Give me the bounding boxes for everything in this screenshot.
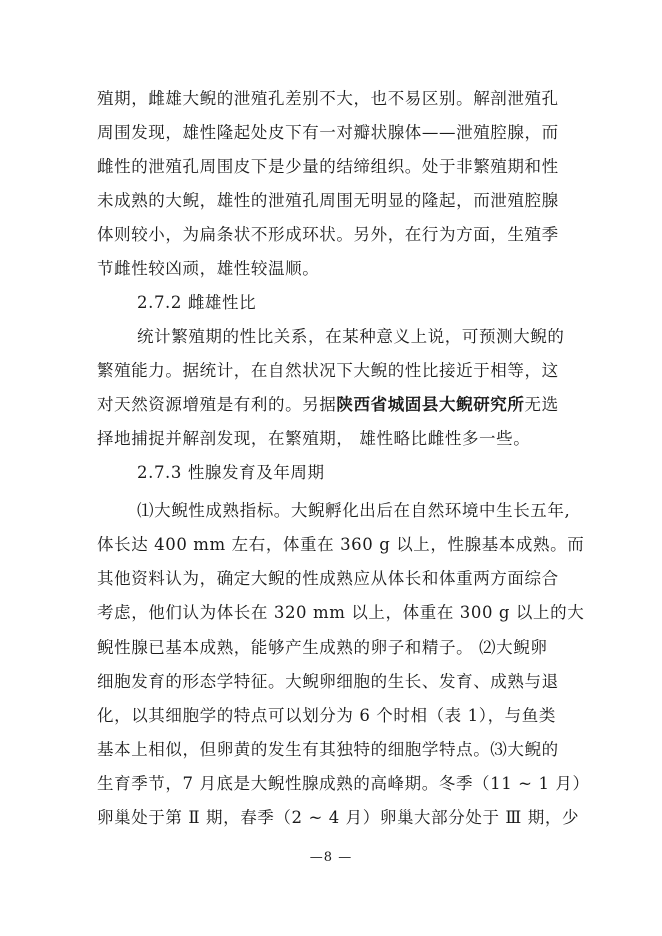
body-line: 体长达 400 mm 左右，体重在 360 g 以上，性腺基本成熟。而 bbox=[97, 535, 585, 554]
body-line: 未成熟的大鲵，雄性的泄殖孔周围无明显的隆起，而泄殖腔腺 bbox=[97, 191, 559, 210]
body-line: 生育季节，7 月底是大鲵性腺成熟的高峰期。冬季（11 ~ 1 月） bbox=[97, 774, 590, 793]
body-line: 择地捕捉并解剖发现，在繁殖期， 雄性略比雌性多一些。 bbox=[97, 429, 531, 448]
body-line: 节雌性较凶顽，雄性较温顺。 bbox=[97, 259, 320, 278]
body-text: 无选 bbox=[524, 395, 559, 414]
body-line: 鲵性腺已基本成熟，能够产生成熟的卵子和精子。 ⑵大鲵卵 bbox=[97, 638, 548, 657]
body-line: 细胞发育的形态学特征。大鲵卵细胞的生长、发育、成熟与退 bbox=[97, 672, 559, 691]
body-line: 化，以其细胞学的特点可以划分为 6 个时相（表 1），与鱼类 bbox=[97, 706, 556, 725]
institute-name: 陕西省城固县大鲵研究所 bbox=[336, 395, 525, 414]
body-line: 殖期，雌雄大鲵的泄殖孔差别不大，也不易区别。解剖泄殖孔 bbox=[97, 89, 559, 108]
body-line: ⑴大鲵性成熟指标。大鲵孵化出后在自然环境中生长五年, bbox=[137, 501, 571, 520]
section-heading-2-7-3: 2.7.3 性腺发育及年周期 bbox=[137, 463, 325, 482]
body-line: 统计繁殖期的性比关系，在某种意义上说，可预测大鲵的 bbox=[137, 327, 565, 346]
section-heading-2-7-2: 2.7.2 雌雄性比 bbox=[137, 293, 257, 312]
body-line: 考虑，他们认为体长在 320 mm 以上，体重在 300 g 以上的大 bbox=[97, 603, 585, 622]
body-line: 体则较小，为扁条状不形成环状。另外，在行为方面，生殖季 bbox=[97, 225, 559, 244]
body-line bbox=[97, 394, 587, 416]
body-line: 其他资料认为，确定大鲵的性成熟应从体长和体重两方面综合 bbox=[97, 569, 559, 588]
body-line: 周围发现，雄性隆起处皮下有一对瓣状腺体——泄殖腔腺，而 bbox=[97, 123, 559, 142]
body-line: 雌性的泄殖孔周围皮下是少量的结缔组织。处于非繁殖期和性 bbox=[97, 157, 559, 176]
body-text: 对天然资源增殖是有利的。另据 bbox=[97, 395, 337, 414]
body-line: 基本上相似，但卵黄的发生有其独特的细胞学特点。⑶大鲵的 bbox=[97, 740, 559, 759]
body-line: 繁殖能力。据统计，在自然状况下大鲵的性比接近于相等，这 bbox=[97, 361, 559, 380]
page-number: —8 — bbox=[309, 850, 353, 865]
body-line: 卵巢处于第 Ⅱ 期，春季（2 ~ 4 月）卵巢大部分处于 Ⅲ 期，少 bbox=[97, 808, 580, 827]
